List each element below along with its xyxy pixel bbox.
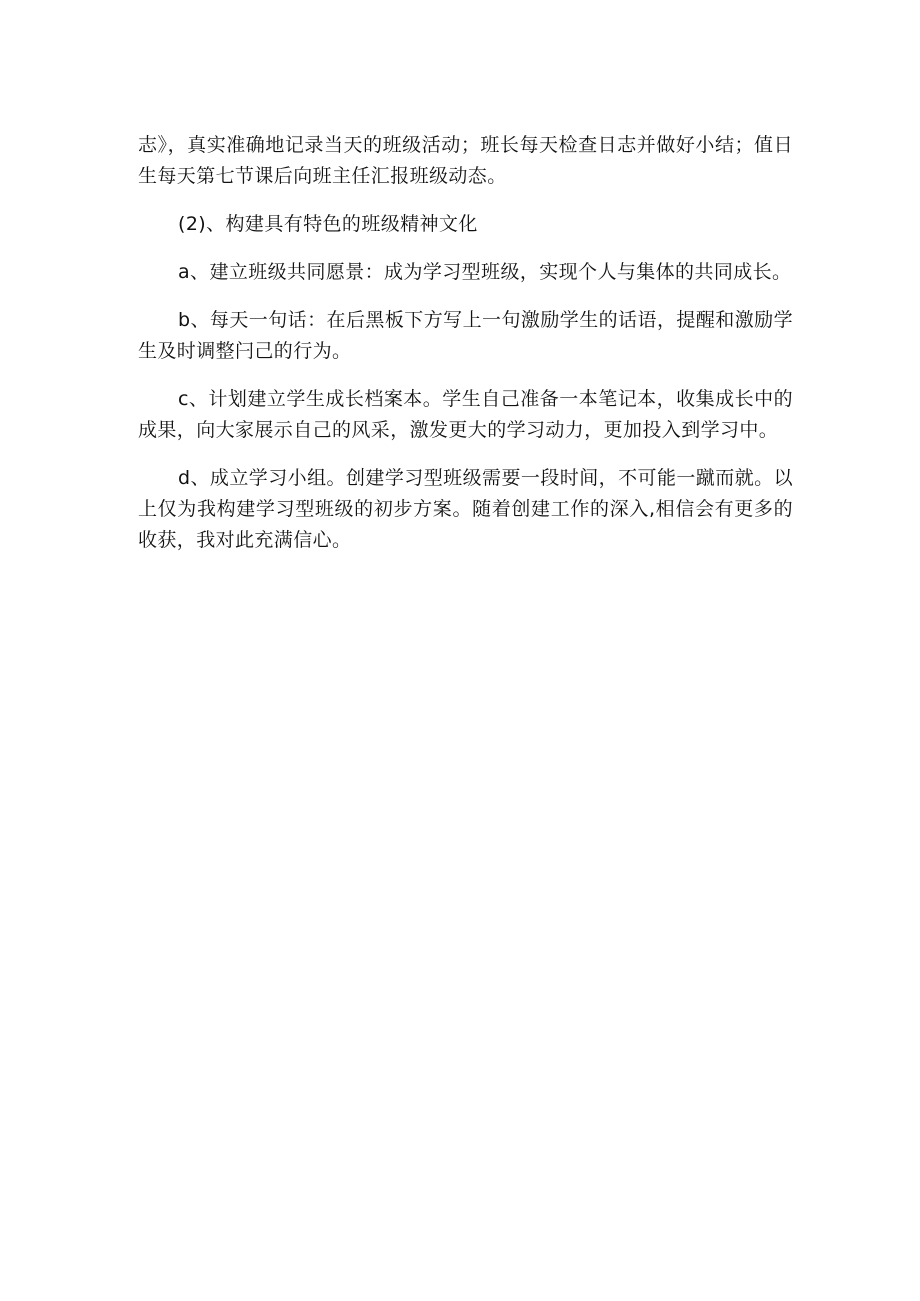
paragraph-d: d、成立学习小组。创建学习型班级需要一段时间，不可能一蹴而就。以上仅为我构建学习型班级的初步方案。随着创建工作的深入,相信会有更多的收获，我对此充满信心。 <box>138 467 793 551</box>
document-body <box>138 130 793 573</box>
paragraph-c: c、计划建立学生成长档案本。学生自己准备一本笔记本，收集成长中的成果，向大家展示自己的风采，激发更大的学习动力，更加投入到学习中。 <box>138 388 793 441</box>
section-heading: (2)、构建具有特色的班级精神文化 <box>178 213 478 235</box>
paragraph-continued: 志》，真实准确地记录当天的班级活动；班长每天检查日志并做好小结；值日生每天第七节课后向班主任汇报班级动态。 <box>138 134 793 187</box>
paragraph-b: b、每天一句话：在后黑板下方写上一句激励学生的话语，提醒和激励学生及时调整闩己的行为。 <box>138 309 793 362</box>
paragraph-a: a、建立班级共同愿景：成为学习型班级，实现个人与集体的共同成长。 <box>178 261 792 283</box>
